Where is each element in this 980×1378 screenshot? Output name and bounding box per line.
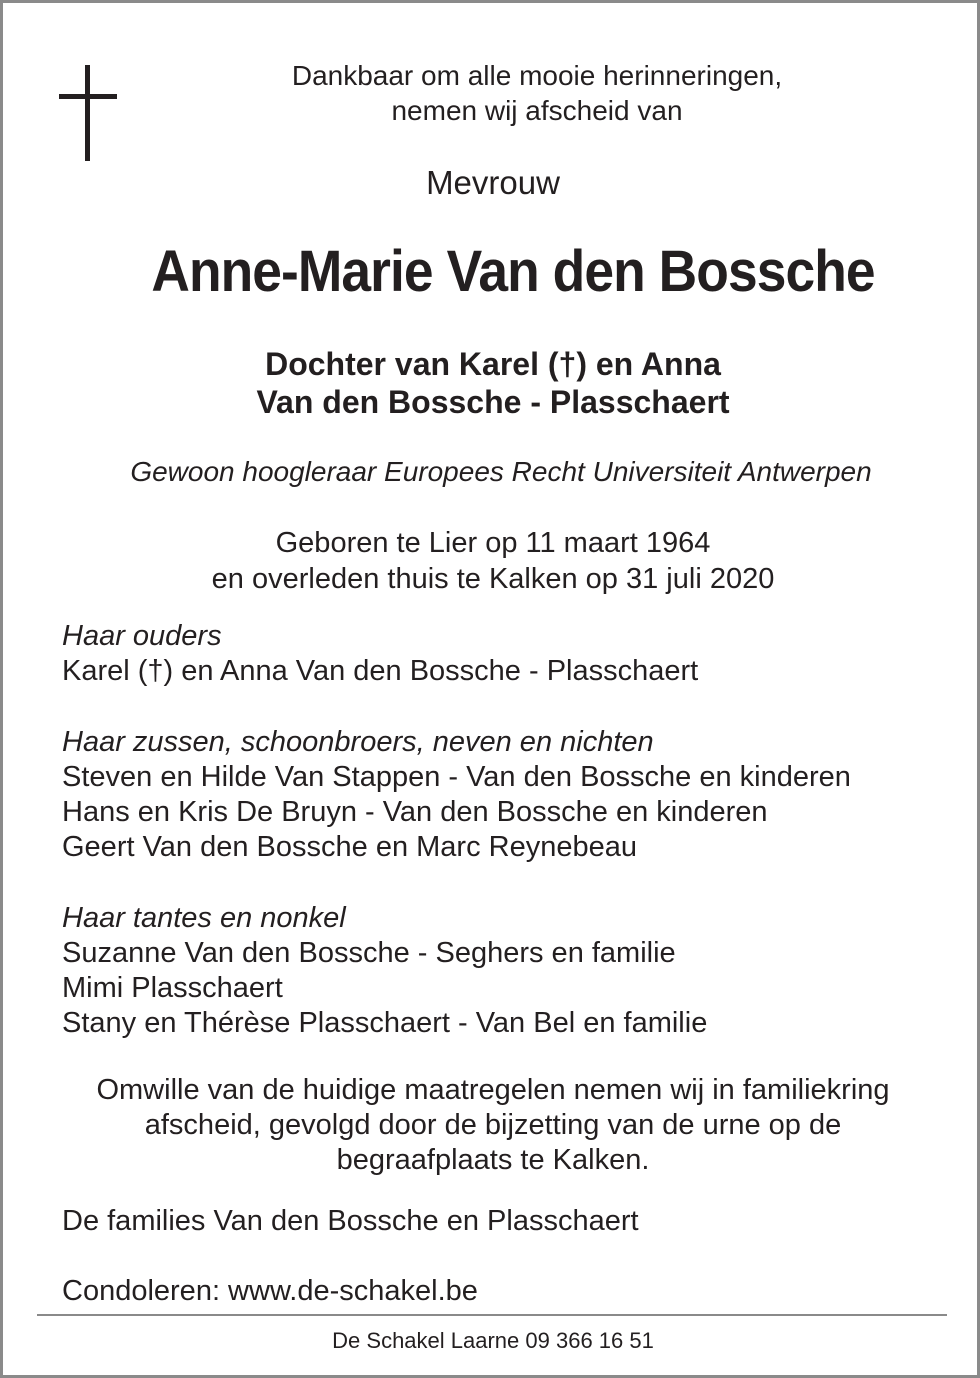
divider bbox=[37, 1314, 947, 1316]
family-member: Stany en Thérèse Plasschaert - Van Bel en familie bbox=[62, 1007, 708, 1039]
family-group-heading: Haar tantes en nonkel bbox=[62, 902, 346, 934]
family-member: Suzanne Van den Bossche - Seghers en familie bbox=[62, 937, 676, 969]
family-group-heading: Haar ouders bbox=[62, 620, 222, 652]
family-group-heading: Haar zussen, schoonbroers, neven en nichten bbox=[62, 726, 654, 758]
families-signature: De families Van den Bossche en Plasschaert bbox=[62, 1205, 639, 1237]
family-group-aunts-uncle bbox=[62, 901, 942, 1041]
family-member: Mimi Plasschaert bbox=[62, 972, 283, 1004]
condolences-link[interactable]: Condoleren: www.de-schakel.be bbox=[62, 1275, 478, 1307]
salutation: Mevrouw bbox=[426, 164, 560, 201]
family-member: Geert Van den Bossche en Marc Reynebeau bbox=[62, 831, 637, 863]
deceased-name: Anne-Marie Van den Bossche bbox=[151, 239, 875, 304]
life-dates bbox=[3, 525, 980, 597]
parentage-line-1: Dochter van Karel (†) en Anna bbox=[265, 346, 721, 382]
family-group-parents bbox=[62, 619, 942, 689]
family-member: Karel (†) en Anna Van den Bossche - Plasschaert bbox=[62, 655, 699, 687]
family-member: Steven en Hilde Van Stappen - Van den Bossche en kinderen bbox=[62, 761, 851, 793]
notice-line-1: Omwille van de huidige maatregelen nemen wij in familiekring bbox=[96, 1074, 890, 1106]
notice-line-3: begraafplaats te Kalken. bbox=[336, 1144, 650, 1176]
funeral-notice bbox=[3, 1073, 980, 1178]
parentage-line-2: Van den Bossche - Plasschaert bbox=[256, 384, 730, 420]
family-member: Hans en Kris De Bruyn - Van den Bossche en kinderen bbox=[62, 796, 768, 828]
death-line: en overleden thuis te Kalken op 31 juli 2020 bbox=[211, 563, 775, 595]
intro-line-2: nemen wij afscheid van bbox=[391, 95, 683, 126]
family-group-siblings bbox=[62, 725, 942, 865]
birth-line: Geboren te Lier op 11 maart 1964 bbox=[275, 527, 711, 559]
intro-text bbox=[47, 58, 980, 128]
funeral-home-footer: De Schakel Laarne 09 366 16 51 bbox=[332, 1328, 654, 1353]
notice-line-2: afscheid, gevolgd door de bijzetting van de urne op de bbox=[144, 1109, 842, 1141]
parentage bbox=[3, 345, 980, 421]
intro-line-1: Dankbaar om alle mooie herinneringen, bbox=[291, 60, 783, 91]
profession: Gewoon hoogleraar Europees Recht Universiteit Antwerpen bbox=[130, 456, 872, 487]
